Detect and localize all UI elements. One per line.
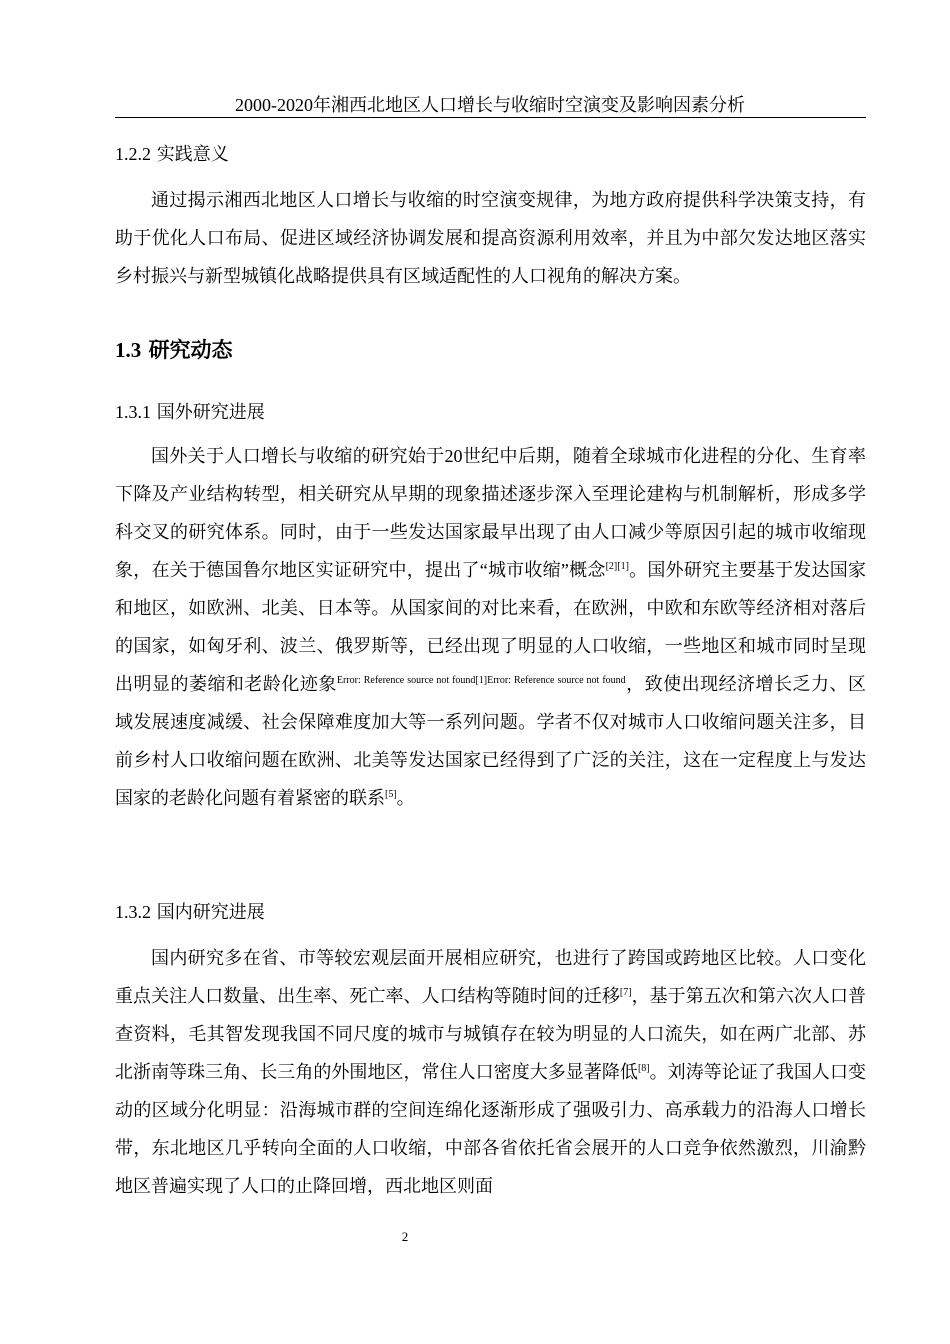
citation: [2] [605,561,618,572]
text-run: 国外关于人口增长与收缩的研究始于20世纪中后期，随着全球城市化进程的分化、生育率下降及产业结构转型，相关研究从早期的现象描述逐步深入至理论建构与机制解析，形成多学科交叉的研究体系。同时，由于一些发达国家最早出现了由人口减少等原因引起的城市收缩现象，在关于德国鲁尔地区实证研究中，提出了“城市收缩”概念 [115,446,866,580]
page-number: 2 [401,1229,409,1244]
text-run: 。刘涛等论证了我国人口变动的区域分化明显：沿海城市群的空间连绵化逐渐形成了强吸引力、高承载力的沿海人口增长带，东北地区几乎转向全面的人口收缩，中部各省依托省会展开的人口竞争依然激烈，川渝黔地区普遍实现了人口的止降回增，西北地区则面 [115,1062,866,1196]
text-run: 。 [396,788,415,808]
citation: [5] [385,789,397,800]
text-run: 。国外研究主要基于发达国家和地区，如欧洲、北美、日本等。从国家间的对比来看，在欧洲，中欧和东欧等经济相对落后的国家，如匈牙利、波兰、俄罗斯等，已经出现了明显的人口收缩，一些地区和城市同时呈现出明显的萎缩和老龄化迹象 [115,560,867,694]
heading-1-2-2 [115,142,229,167]
paragraph-foreign-research [115,437,866,817]
heading-number: 1.2.2 [115,144,151,164]
citation: [8] [637,1063,650,1074]
heading-title: 国外研究进展 [156,402,265,423]
heading-title: 实践意义 [156,144,229,165]
header-rule [115,117,866,118]
citation: [1] [475,675,488,686]
text-run: ，基于第五次和第六次人口普查资料，毛其智发现我国不同尺度的城市与城镇存在较为明显的人口流失，如在两广北部、苏北浙南等珠三角、长三角的外围地区，常住人口密度大多显著降低 [115,986,866,1082]
citation-error: Error: Reference source not found [336,675,476,686]
citation: [7] [619,987,632,998]
heading-number: 1.3 [115,338,142,362]
heading-1-3-1 [115,400,265,425]
citation: [1] [617,561,629,572]
heading-number: 1.3.1 [115,402,151,422]
paragraph-practical-significance: 通过揭示湘西北地区人口增长与收缩的时空演变规律，为地方政府提供科学决策支持，有助于优化人口布局、促进区域经济协调发展和提高资源利用效率，并且为中部欠发达地区落实乡村振兴与新型城镇化战略提供具有区域适配性的人口视角的解决方案。 [115,190,866,286]
heading-title: 研究动态 [148,338,233,362]
heading-1-3-2 [115,900,265,925]
citation-error: Error: Reference source not found [487,675,626,686]
heading-number: 1.3.2 [115,902,151,922]
text-run: ，致使出现经济增长乏力、区域发展速度减缓、社会保障难度加大等一系列问题。学者不仅对城市人口收缩问题关注多，目前乡村人口收缩问题在欧洲、北美等发达国家已经得到了广泛的关注，这在一定程度上与发达国家的老龄化问题有着紧密的联系 [115,674,867,808]
paragraph-domestic-research [115,939,866,1205]
running-header: 2000-2020年湘西北地区人口增长与收缩时空演变及影响因素分析 [235,95,745,115]
heading-title: 国内研究进展 [156,902,265,923]
heading-1-3 [115,336,233,364]
text-run: 国内研究多在省、市等较宏观层面开展相应研究，也进行了跨国或跨地区比较。人口变化重点关注人口数量、出生率、死亡率、人口结构等随时间的迁移 [115,948,866,1006]
